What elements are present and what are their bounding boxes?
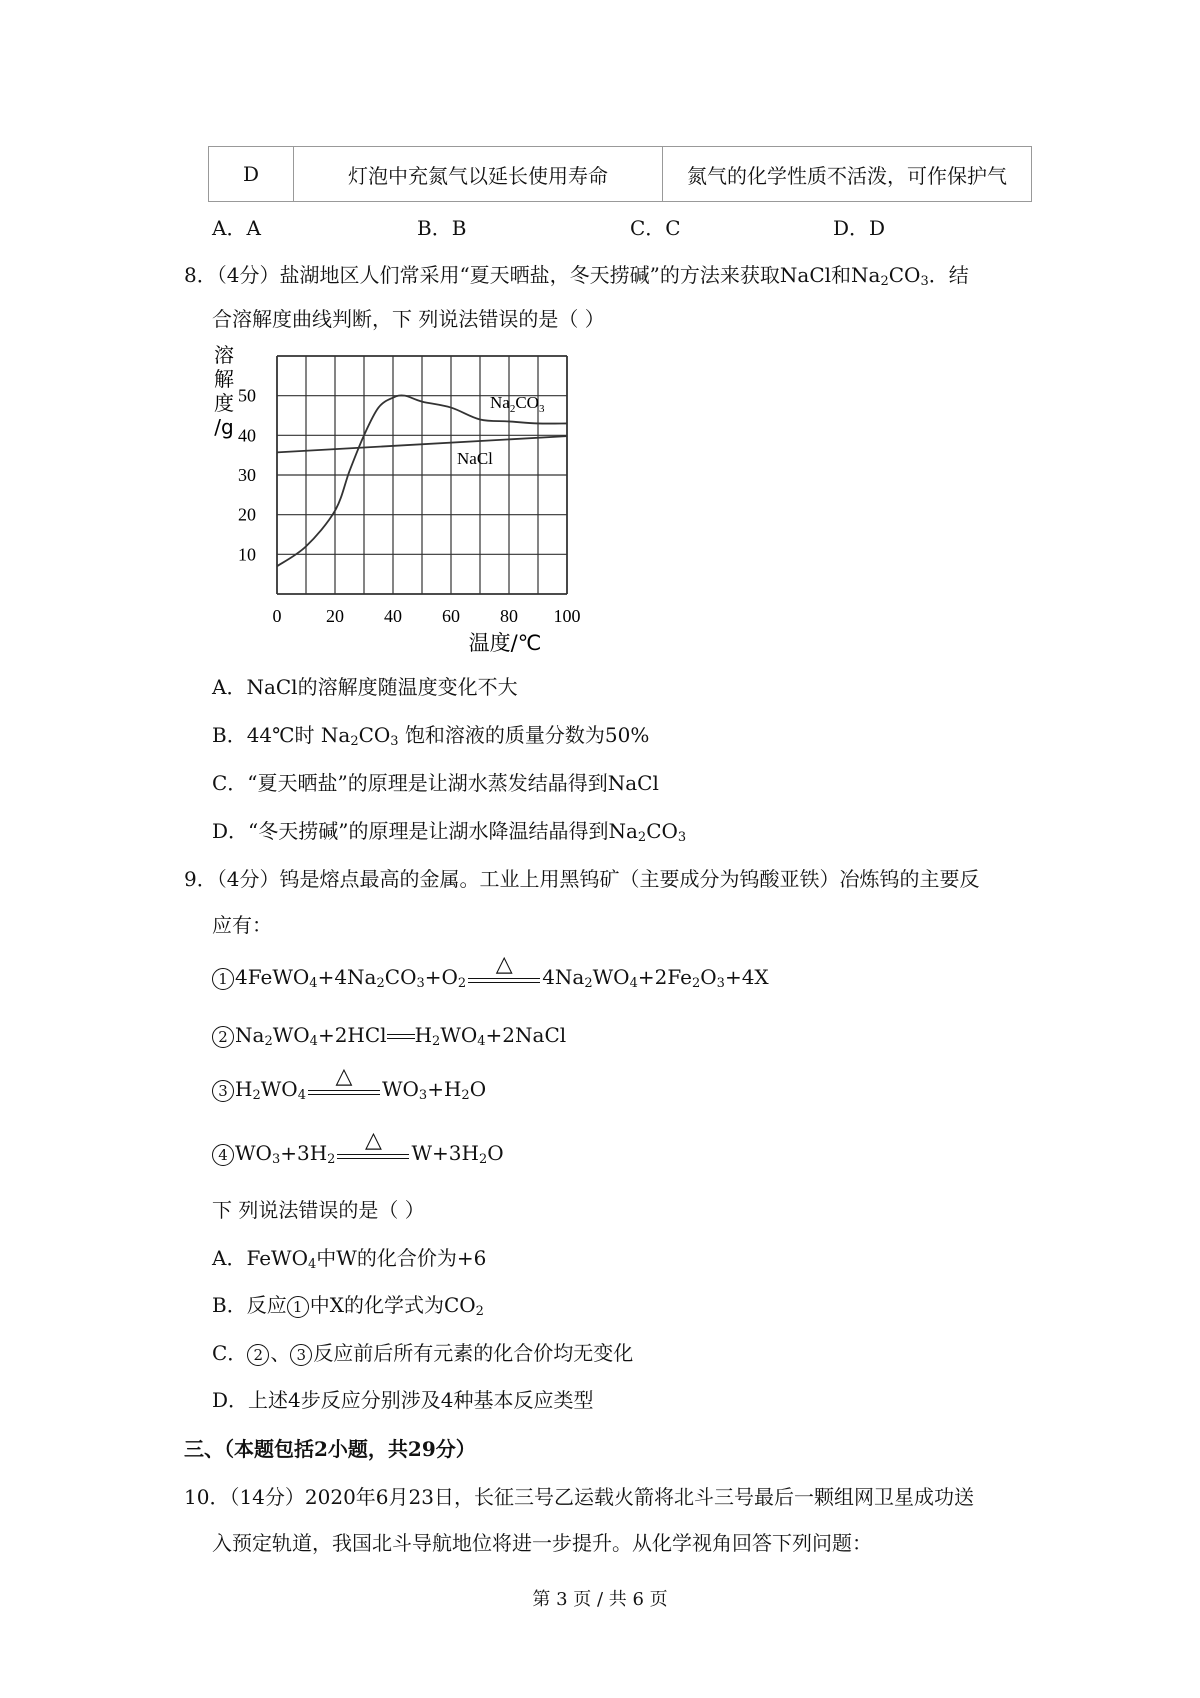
q10-line1: 10．（14分）2020年6月23日，长征三号乙运载火箭将北斗三号最后一颗组网卫星成功送 <box>184 1485 974 1509</box>
q9-option-d: D．上述4步反应分别涉及4种基本反应类型 <box>212 1388 594 1412</box>
q8-option-c: C．“夏天晒盐”的原理是让湖水蒸发结晶得到NaCl <box>212 771 659 795</box>
page-footer: 第 3 页 / 共 6 页 <box>532 1589 668 1610</box>
q8-option-b: B．44℃时 $Na_2CO_3$ 饱和溶液的质量分数为50% <box>212 723 650 749</box>
table-cell-label: D <box>209 147 294 202</box>
q7-option-c: C．C <box>630 216 681 240</box>
y-tick-labels <box>238 386 256 565</box>
table-cell-reason: 氮气的化学性质不活泼，可作保护气 <box>663 147 1032 202</box>
circled-number: 2 <box>212 1026 234 1048</box>
q8-option-a: A．NaCl的溶解度随温度变化不大 <box>212 675 518 699</box>
x-axis-label: 温度/℃ <box>468 631 542 655</box>
x-tick-label: 0 <box>272 606 282 626</box>
q8-option-d: D．“冬天捞碱”的原理是让湖水降温结晶得到$Na_2CO_3$ <box>212 819 687 845</box>
table-cell-fact: 灯泡中充氮气以延长使用寿命 <box>294 147 663 202</box>
table-row <box>209 147 1032 202</box>
chart-grid <box>277 356 567 594</box>
q9-option-c: C． 2 、 3 反应前后所有元素的化合价均无变化 <box>212 1341 634 1365</box>
q7-option-a: A．A <box>212 216 261 240</box>
circled-number: 3 <box>290 1344 312 1366</box>
reaction-4: 4 $WO_3+3H_2$ △ $W+3H_2O$ <box>212 1140 504 1168</box>
solubility-chart <box>200 340 600 660</box>
series-na2co3-label: $Na_2CO_3$ <box>490 393 545 415</box>
heat-arrow: △ <box>466 966 542 992</box>
series-nacl-label: NaCl <box>457 449 493 468</box>
q10-line2: 入预定轨道，我国北斗导航地位将进一步提升。从化学视角回答下列问题： <box>212 1531 872 1555</box>
x-tick-label: 100 <box>553 606 581 626</box>
y-axis-label-char: 度 <box>214 391 234 415</box>
circled-number: 3 <box>212 1080 234 1102</box>
reaction-1: 1 $4FeWO_4+4Na_2CO_3+O_2$ △ $4Na_2WO_4+2Fe_2O_3+4X$ <box>212 964 769 992</box>
y-tick-label: 50 <box>238 385 256 406</box>
y-tick-label: 10 <box>238 544 256 565</box>
circled-number: 1 <box>212 968 234 990</box>
section-heading: 三、（本题包括2小题，共29分） <box>184 1437 476 1461</box>
circled-number: 4 <box>212 1144 234 1166</box>
x-tick-label: 20 <box>326 606 344 626</box>
q7-option-d: D．D <box>833 216 886 240</box>
y-axis-label-char: /g <box>214 415 234 439</box>
x-tick-label: 80 <box>500 606 518 626</box>
x-tick-label: 60 <box>442 606 460 626</box>
heat-arrow: △ <box>335 1142 411 1168</box>
q9-stem-line2: 应有： <box>212 913 272 937</box>
x-tick-labels <box>273 606 581 626</box>
q9-option-b: B．反应 1 中X的化学式为$CO_2$ <box>212 1293 484 1319</box>
q8-stem-line2: 合溶解度曲线判断，下 列说法错误的是（ ） <box>212 307 605 331</box>
q9-option-a: A．FeWO$_4$中W的化合价为+6 <box>212 1246 487 1272</box>
q9-prompt: 下 列说法错误的是（ ） <box>212 1198 425 1222</box>
q8-stem-line1: 8．（4分）盐湖地区人们常采用“夏天晒盐，冬天捞碱”的方法来获取NaCl和$Na_2CO_3$．结 <box>184 263 969 289</box>
x-tick-label: 40 <box>384 606 402 626</box>
reaction-2: 2 $Na_2WO_4+2HCl$ $H_2WO_4+2NaCl$ <box>212 1022 566 1048</box>
heat-arrow: △ <box>306 1078 382 1104</box>
q9-stem-line1: 9．（4分）钨是熔点最高的金属。工业上用黑钨矿（主要成分为钨酸亚铁）冶炼钨的主要反 <box>184 867 980 891</box>
y-tick-label: 20 <box>238 504 256 525</box>
q7-option-b: B．B <box>417 216 467 240</box>
y-axis-label-char: 解 <box>214 367 234 391</box>
equals-sign <box>387 1033 415 1041</box>
y-tick-label: 40 <box>238 425 256 446</box>
y-axis-label <box>214 343 234 439</box>
circled-number: 1 <box>287 1296 309 1318</box>
y-tick-label: 30 <box>238 465 256 485</box>
reaction-3: 3 $H_2WO_4$ △ $WO_3+H_2O$ <box>212 1076 486 1104</box>
y-axis-label-char: 溶 <box>214 343 234 367</box>
circled-number: 2 <box>247 1344 269 1366</box>
comparison-table <box>208 146 1032 202</box>
